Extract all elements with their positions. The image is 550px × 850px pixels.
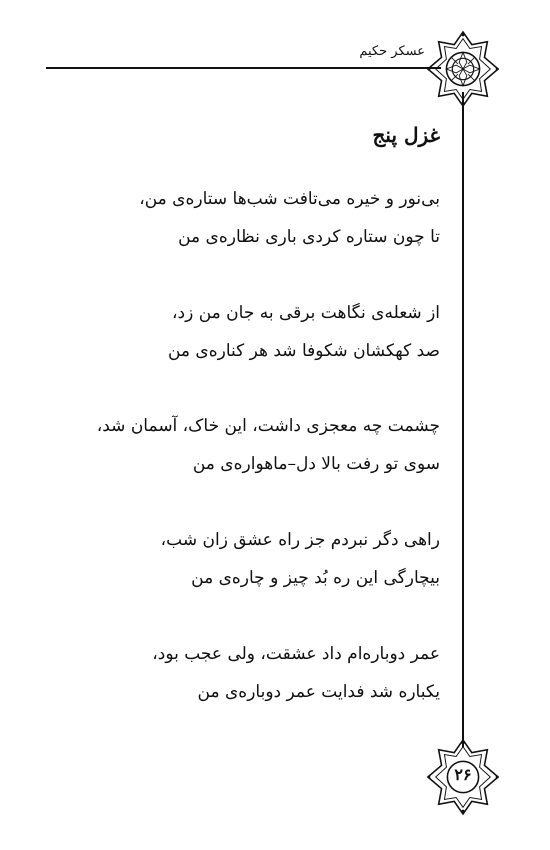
verse-line: چشمت چه معجزی داشت، این خاک، آسمان شد، — [96, 416, 440, 436]
page-number: ۲۶ — [454, 765, 472, 784]
rosette-ornament-icon — [424, 30, 502, 108]
running-header-author: عسکر حکیم — [359, 44, 425, 59]
verse-line: بی‌نور و خیره می‌تافت شب‌ها ستاره‌ی من، — [139, 189, 440, 209]
stanza — [60, 521, 440, 597]
poem-title: غزل پنج — [372, 123, 440, 147]
header-rule — [46, 67, 441, 69]
stanza — [60, 294, 440, 370]
verse-line: تا چون ستاره کردی باری نظاره‌ی من — [178, 227, 440, 247]
verse-line: بیچارگی این ره بُد چیز و چاره‌ی من — [191, 568, 440, 588]
verse-line: یکباره شد فدایت عمر دوباره‌ی من — [197, 682, 440, 702]
stanza — [60, 635, 440, 711]
margin-rule — [462, 92, 464, 747]
verse-line: صد کهکشان شکوفا شد هر کناره‌ی من — [167, 341, 440, 361]
stanza — [60, 180, 440, 256]
verse-line: عمر دوباره‌ام داد عشقت، ولی عجب بود، — [152, 644, 440, 664]
verse-line: از شعله‌ی نگاهت برقی به جان من زد، — [172, 303, 440, 323]
verse-line: سوی تو رفت بالا دل–ماهواره‌ی من — [192, 454, 440, 474]
stanza — [60, 407, 440, 483]
verse-line: راهی دگر نبردم جز راه عشق زان شب، — [160, 530, 440, 550]
